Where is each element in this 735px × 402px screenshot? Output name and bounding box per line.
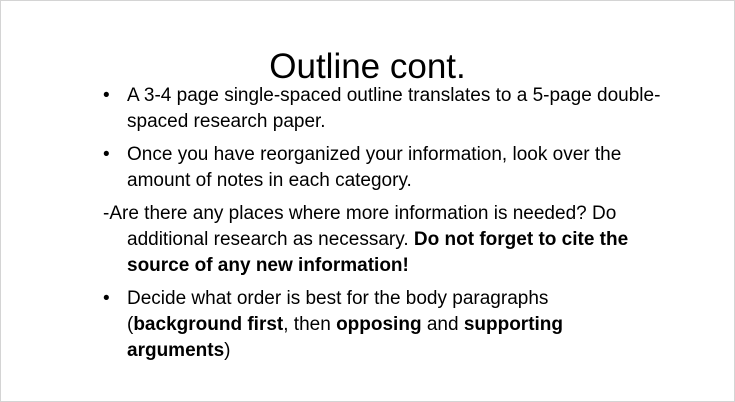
bold-opposing: opposing [336, 314, 422, 335]
bullet-text: A 3-4 page single-spaced outline translates to a 5-page double-spaced research paper. [127, 85, 661, 132]
bullet-text-post: ) [224, 340, 231, 361]
bullet-icon: • [103, 288, 110, 309]
dash-item-bold-warning: Do not forget to cite the source of any new information! [127, 229, 629, 276]
dash-item-more-information [103, 201, 663, 279]
bullet-text-mid1: , then [283, 314, 337, 335]
bold-supporting-arguments: supporting arguments [127, 314, 564, 361]
bullet-item-review-notes [103, 142, 663, 194]
bold-background-first: background first [133, 314, 284, 335]
bullet-icon: • [103, 144, 110, 165]
dash-item-text: -Are there any places where more information is needed? Do additional research as necessary. [103, 203, 617, 250]
bullet-icon: • [103, 85, 110, 106]
slide-body [103, 83, 663, 371]
bullet-text-pre: Decide what order is best for the body paragraphs ( [127, 288, 549, 335]
bullet-text: Once you have reorganized your information, look over the amount of notes in each category. [127, 144, 622, 191]
bullet-item-paragraph-order [103, 286, 663, 364]
bullet-text-mid2: and [421, 314, 464, 335]
bullet-item-outline-length [103, 83, 663, 135]
slide-title: Outline cont. [269, 47, 466, 86]
